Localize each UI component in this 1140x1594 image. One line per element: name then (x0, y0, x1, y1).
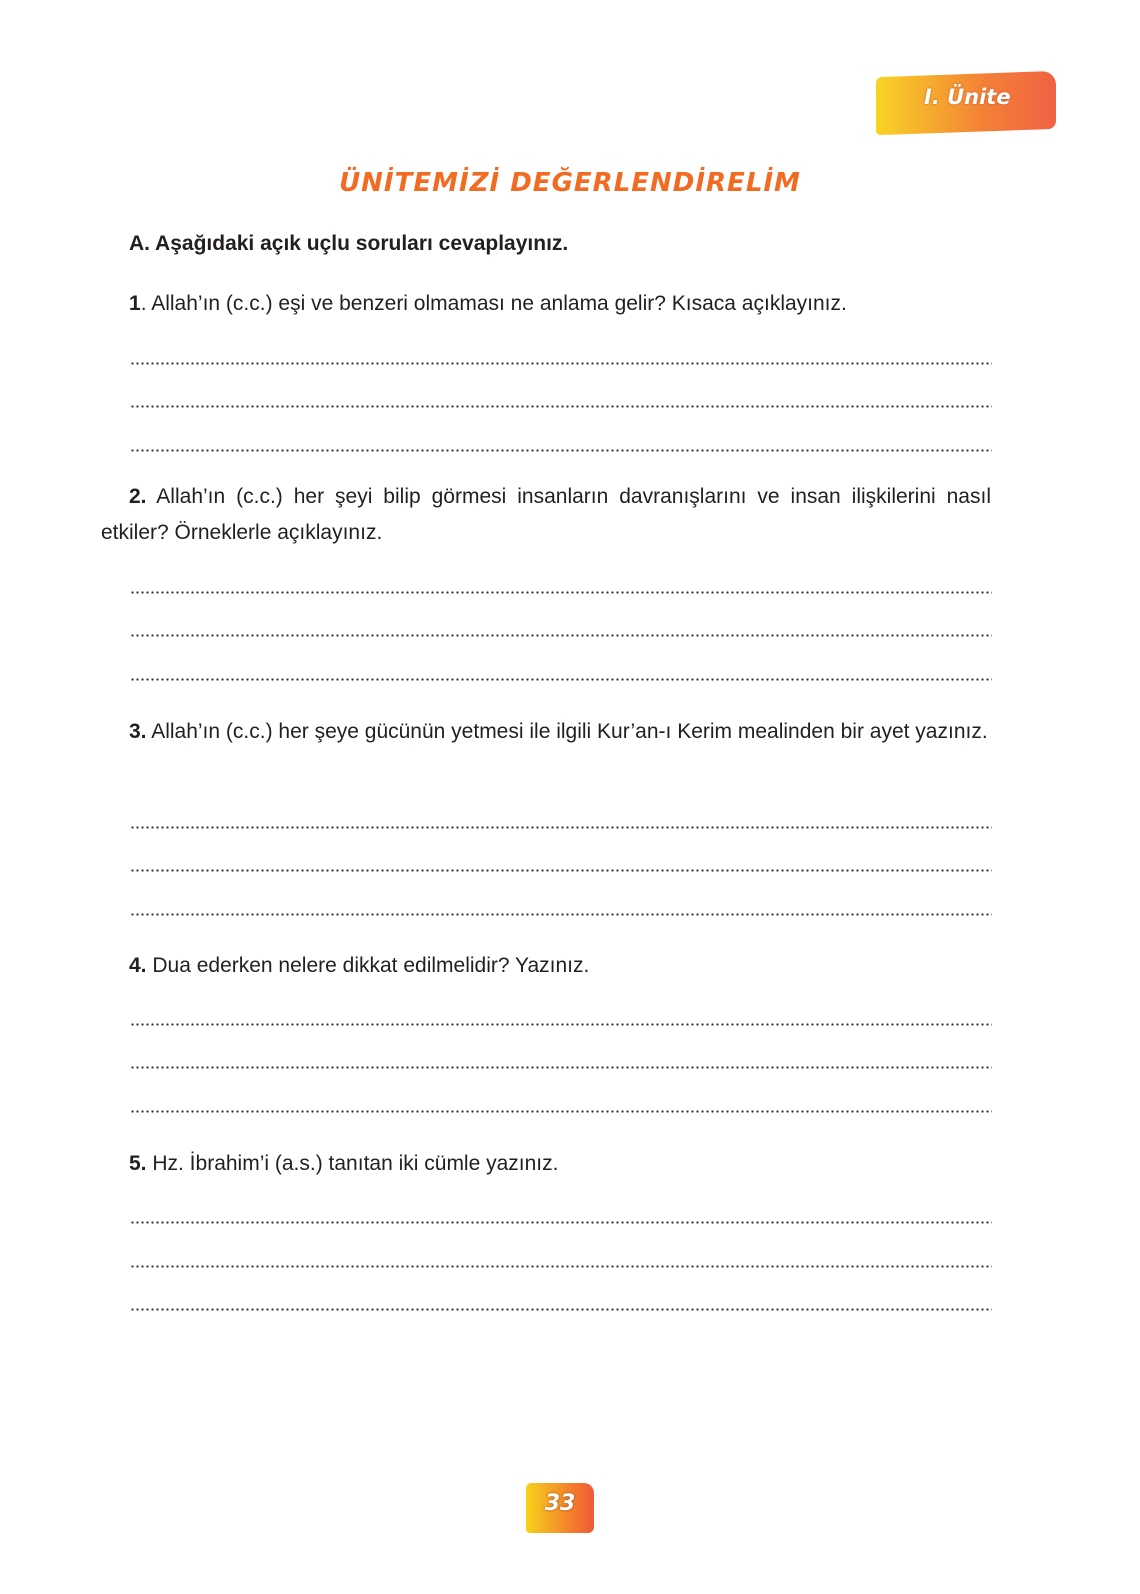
answer-line[interactable] (130, 1023, 992, 1026)
answer-line[interactable] (130, 913, 992, 916)
answer-line[interactable] (130, 1066, 992, 1069)
question-2 (101, 479, 991, 551)
answer-line[interactable] (130, 449, 992, 452)
question-text: Hz. İbrahim’i (a.s.) tanıtan iki cümle yazınız. (146, 1152, 559, 1175)
question-text: Allah’ın (c.c.) her şeyi bilip görmesi insanların davranışlarını ve insan ilişkilerini nasıl etkiler? Örneklerle açıklayınız. (101, 485, 991, 544)
answer-line[interactable] (130, 678, 992, 681)
unit-badge (876, 74, 1056, 132)
page-number: 33 (544, 1491, 576, 1516)
question-number: 5. (129, 1152, 147, 1175)
answer-line[interactable] (130, 405, 992, 408)
answer-line[interactable] (130, 1221, 992, 1224)
question-number: 2. (129, 485, 147, 508)
page-number-badge (526, 1483, 594, 1533)
unit-label: I. Ünite (924, 85, 1011, 109)
answer-line[interactable] (130, 869, 992, 872)
question-1: 1. Allah’ın (c.c.) eşi ve benzeri olmaması ne anlama gelir? Kısaca açıklayınız. (129, 292, 847, 315)
question-text: Dua ederken nelere dikkat edilmelidir? Yazınız. (146, 954, 590, 977)
question-number: 4. (129, 954, 147, 977)
answer-line[interactable] (130, 591, 992, 594)
answer-line[interactable] (130, 362, 992, 365)
question-number: 1 (129, 292, 141, 315)
question-5 (101, 1146, 991, 1182)
question-text: Allah’ın (c.c.) her şeye gücünün yetmesi ile ilgili Kur’an-ı Kerim mealinden bir ayet yazınız. (146, 720, 988, 743)
answer-line[interactable] (130, 826, 992, 829)
section-heading: A. Aşağıdaki açık uçlu soruları cevaplayınız. (129, 232, 569, 255)
question-number: 3. (129, 720, 147, 743)
question-4 (101, 948, 991, 984)
answer-line[interactable] (130, 1110, 992, 1113)
question-text: Allah’ın (c.c.) eşi ve benzeri olmaması ne anlama gelir? Kısaca açıklayınız. (146, 292, 847, 315)
answer-line[interactable] (130, 1265, 992, 1268)
answer-line[interactable] (130, 1308, 992, 1311)
answer-line[interactable] (130, 634, 992, 637)
question-3 (101, 714, 991, 750)
page-title: ÜNİTEMİZİ DEĞERLENDİRELİM (339, 168, 801, 198)
